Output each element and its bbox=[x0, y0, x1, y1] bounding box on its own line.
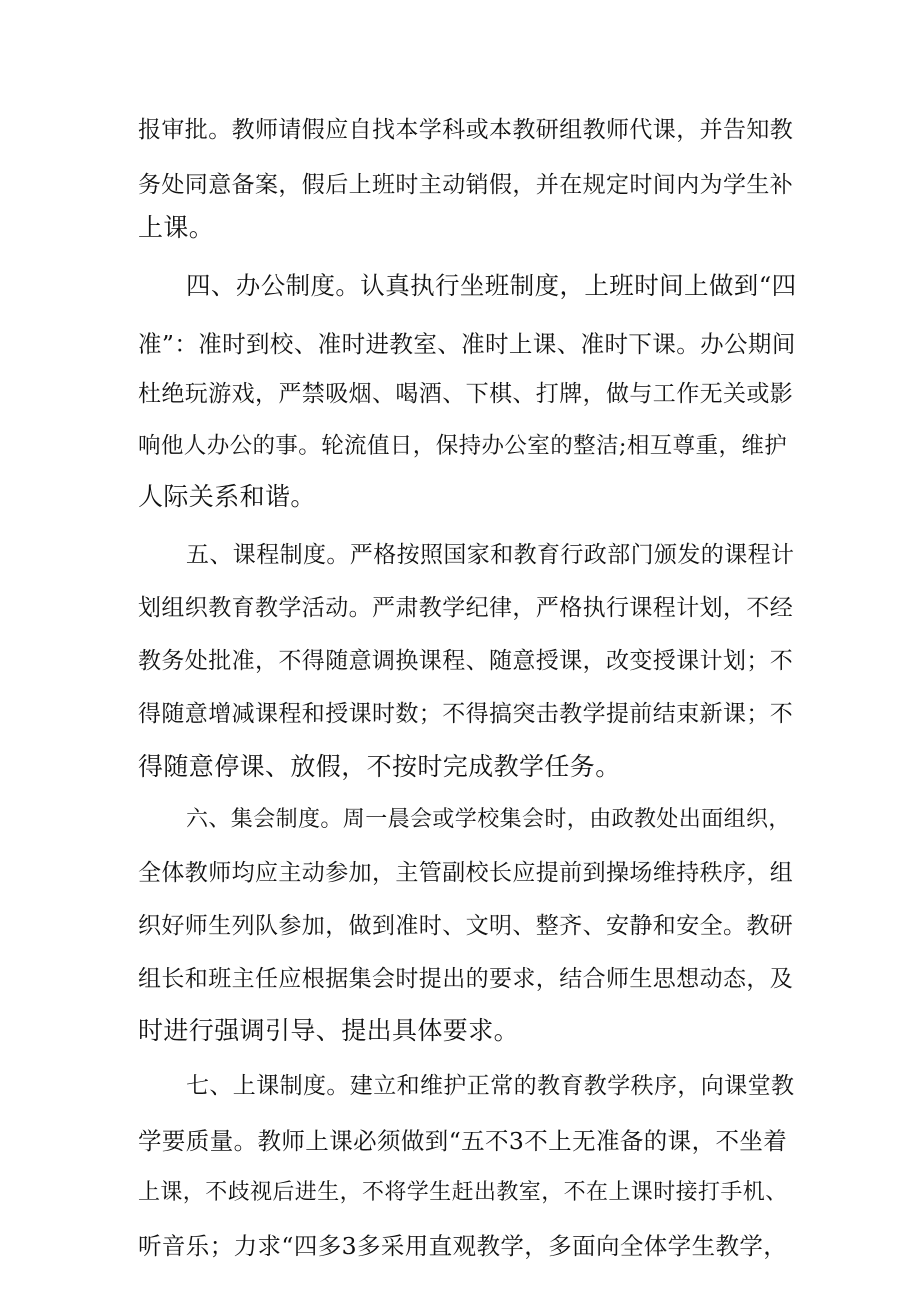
text-line: 上课，不歧视后进生，不将学生赶出教室，不在上课时接打手机、 bbox=[138, 1180, 788, 1205]
paragraph-start-line: 七、上课制度。建立和维护正常的教育教学秩序，向课堂教 bbox=[186, 1073, 795, 1099]
text-line: 得随意增减课程和授课时数；不得搞突击教学提前结束新课；不 bbox=[138, 701, 794, 727]
text-line: 人际关系和谐。 bbox=[138, 482, 316, 511]
text-line: 得随意停课、放假，不按时完成教学任务。 bbox=[138, 752, 621, 781]
text-line: 全体教师均应主动参加，主管副校长应提前到操场维持秩序，组 bbox=[138, 860, 794, 886]
text-line: 响他人办公的事。轮流值日，保持办公室的整洁;相互尊重，维护 bbox=[138, 433, 788, 459]
text-line: 报审批。教师请假应自找本学科或本教研组教师代课，并告知教 bbox=[138, 117, 794, 143]
text-line: 划组织教育教学活动。严肃教学纪律，严格执行课程计划，不经 bbox=[138, 595, 794, 621]
paragraph-start-line: 五、课程制度。严格按照国家和教育行政部门颁发的课程计 bbox=[186, 542, 795, 568]
paragraph-start-line: 六、集会制度。周一晨会或学校集会时，由政教处出面组织， bbox=[186, 807, 791, 832]
text-line: 学要质量。教师上课必须做到“五不3不上无准备的课，不坐着 bbox=[138, 1127, 788, 1155]
text-line: 织好师生列队参加，做到准时、文明、整齐、安静和安全。教研 bbox=[138, 913, 794, 939]
text-line: 组长和班主任应根据集会时提出的要求，结合师生思想动态，及 bbox=[138, 966, 794, 992]
text-line: 准”：准时到校、准时进教室、准时上课、准时下课。办公期间 bbox=[138, 330, 796, 358]
text-line: 杜绝玩游戏，严禁吸烟、喝酒、下棋、打牌，做与工作无关或影 bbox=[138, 381, 794, 407]
text-line: 上课。 bbox=[138, 213, 215, 242]
text-line: 听音乐；力求“四多3多采用直观教学，多面向全体学生教学， bbox=[138, 1232, 788, 1260]
paragraph-start-line: 四、办公制度。认真执行坐班制度，上班时间上做到“四 bbox=[186, 271, 797, 300]
text-line: 教务处批准，不得随意调换课程、随意授课，改变授课计划；不 bbox=[138, 648, 794, 674]
text-line: 务处同意备案，假后上班时主动销假，并在规定时间内为学生补 bbox=[138, 172, 794, 198]
text-line: 时进行强调引导、提出具体要求。 bbox=[138, 1016, 520, 1045]
